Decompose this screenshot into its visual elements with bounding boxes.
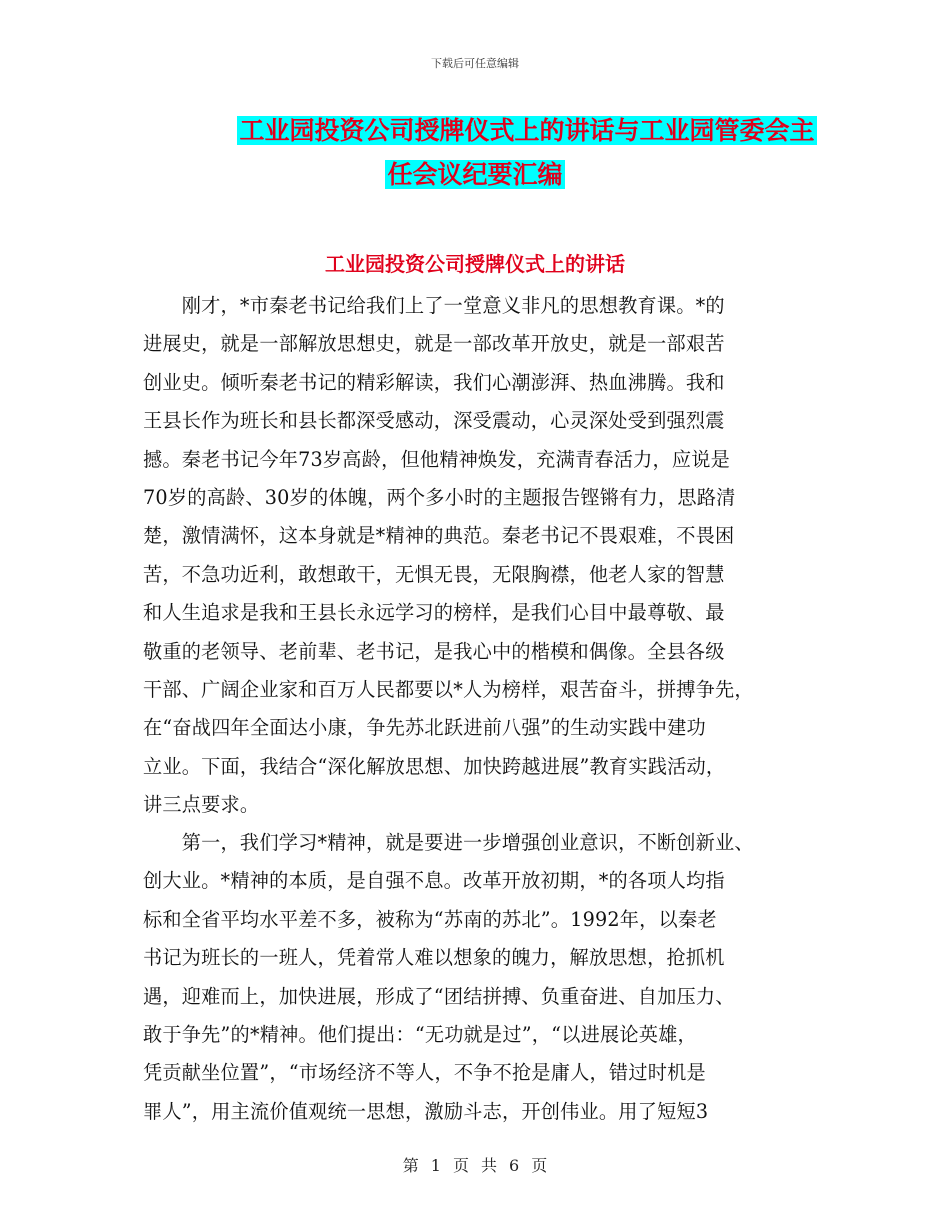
- text-line: 讲三点要求。: [143, 793, 260, 817]
- text-line: 罪人”，用主流价值观统一思想，激励斗志，开创伟业。用了短短3: [143, 1099, 709, 1123]
- paragraph-2: [143, 824, 813, 1131]
- text-line: 王县长作为班长和县长都深受感动，深受震动，心灵深处受到强烈震: [143, 409, 725, 433]
- page-header-note: 下载后可任意编辑: [431, 57, 519, 70]
- text-line: 敢于争先”的*精神。他们提出：“无功就是过”，“以进展论英雄，: [143, 1022, 697, 1046]
- text-line: 苦，不急功近利，敢想敢干，无惧无畏，无限胸襟，他老人家的智慧: [143, 562, 725, 586]
- text-line: 书记为班长的一班人，凭着常人难以想象的魄力，解放思想，抢抓机: [143, 946, 725, 970]
- text-line: 遇，迎难而上，加快进展，形成了“团结拼搏、负重奋进、自加压力、: [143, 984, 735, 1008]
- text-line: 创大业。*精神的本质，是自强不息。改革开放初期，*的各项人均指: [143, 869, 725, 893]
- text-line: 和人生追求是我和王县长永远学习的榜样，是我们心目中最尊敬、最: [143, 601, 725, 625]
- footer-total-prefix: 共: [481, 1156, 498, 1175]
- text-line: 凭贡献坐位置”，“市场经济不等人，不争不抢是庸人，错过时机是: [143, 1061, 706, 1085]
- page-footer: [0, 1153, 950, 1176]
- text-line: 70岁的高龄、30岁的体魄，两个多小时的主题报告铿锵有力，思路清: [143, 485, 736, 509]
- text-line: 敬重的老领导、老前辈、老书记，是我心中的楷模和偶像。全县各级: [143, 639, 725, 663]
- footer-page-number: 1: [430, 1156, 441, 1175]
- document-title-line-2: 任会议纪要汇编: [387, 160, 563, 189]
- footer-total-word: 页: [531, 1156, 548, 1175]
- text-line: 进展史，就是一部解放思想史，就是一部改革开放史，就是一部艰苦: [143, 332, 725, 356]
- text-line: 标和全省平均水平差不多，被称为“苏南的苏北”。1992年，以秦老: [143, 907, 717, 931]
- footer-total-number: 6: [509, 1156, 520, 1175]
- paragraph-1: [143, 287, 813, 824]
- section-title: 工业园投资公司授牌仪式上的讲话: [325, 252, 625, 276]
- footer-page-prefix: 第: [402, 1156, 419, 1175]
- footer-page-word: 页: [452, 1156, 469, 1175]
- text-line: 创业史。倾听秦老书记的精彩解读，我们心潮澎湃、热血沸腾。我和: [143, 370, 725, 394]
- text-line: 立业。下面，我结合“深化解放思想、加快跨越进展”教育实践活动，: [143, 754, 726, 778]
- text-line: 楚，激情满怀，这本身就是*精神的典范。秦老书记不畏艰难，不畏困: [143, 524, 735, 548]
- document-title-line-1: 工业园投资公司授牌仪式上的讲话与工业园管委会主: [239, 116, 815, 145]
- text-line: 干部、广阔企业家和百万人民都要以*人为榜样，艰苦奋斗，拼搏争先，: [143, 677, 754, 701]
- text-line: 第一，我们学习*精神，就是要进一步增强创业意识，不断创新业、: [143, 831, 754, 854]
- text-line: 撼。秦老书记今年73岁高龄，但他精神焕发，充满青春活力，应说是: [143, 447, 731, 471]
- text-line: 刚才，*市秦老书记给我们上了一堂意义非凡的思想教育课。*的: [143, 294, 725, 317]
- text-line: 在“奋战四年全面达小康，争先苏北跃进前八强”的生动实践中建功: [143, 716, 706, 740]
